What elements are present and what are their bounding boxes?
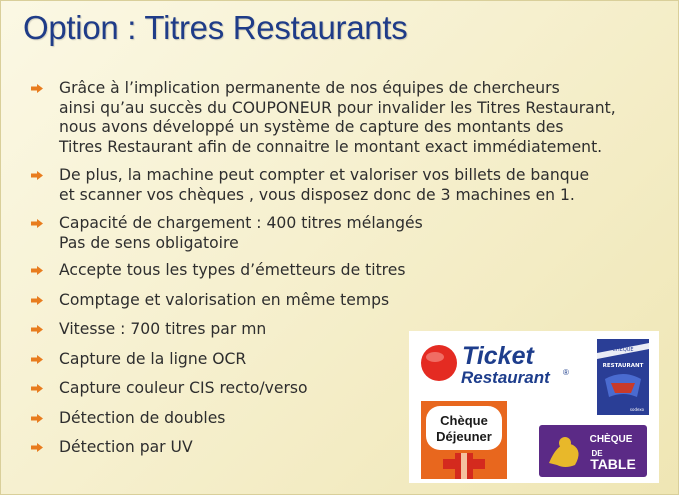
bullet-line: Détection de doubles	[59, 408, 226, 427]
cheque-dejeuner-logo	[421, 401, 507, 479]
bullet-line: ainsi qu’au succès du COUPONEUR pour invalider les Titres Restaurant,	[59, 98, 616, 117]
orange-arrow-icon	[31, 219, 43, 228]
cheque-dejeuner-word2: Déjeuner	[436, 429, 492, 444]
logo-panel	[409, 331, 659, 483]
bullet-line: Grâce à l’implication permanente de nos équipes de chercheurs	[59, 79, 560, 97]
orange-arrow-icon	[31, 296, 43, 305]
bullet-item	[29, 79, 669, 157]
orange-arrow-icon	[31, 171, 43, 180]
bullet-item	[29, 214, 669, 253]
cheque-dejeuner-word1: Chèque	[440, 413, 488, 428]
cheque-de-table-word3: TABLE	[590, 456, 636, 472]
registered-mark: ®	[563, 368, 569, 377]
cheque-de-table-logo	[539, 425, 647, 477]
restaurant-word: Restaurant	[461, 368, 550, 387]
orange-arrow-icon	[31, 414, 43, 423]
orange-arrow-icon	[31, 266, 43, 275]
bullet-line: Titres Restaurant afin de connaitre le montant exact immédiatement.	[59, 137, 603, 156]
bullet-item	[29, 291, 669, 311]
orange-arrow-icon	[31, 443, 43, 452]
bullet-line: nous avons développé un système de capture des montants des	[59, 118, 564, 136]
orange-arrow-icon	[31, 355, 43, 364]
bullet-line: Capture couleur CIS recto/verso	[59, 379, 308, 397]
bullet-line: et scanner vos chèques , vous disposez donc de 3 machines en 1.	[59, 185, 575, 204]
bullet-item	[29, 261, 669, 281]
bullet-line: Détection par UV	[59, 438, 193, 456]
sodexo-text: sodexo	[629, 407, 645, 412]
bullet-line: Comptage et valorisation en même temps	[59, 290, 390, 309]
bullet-line: Accepte tous les types d’émetteurs de titres	[59, 261, 406, 279]
bullet-line: De plus, la machine peut compter et valoriser vos billets de banque	[59, 166, 590, 184]
orange-arrow-icon	[31, 84, 43, 93]
cheque-de-table-word2: DE	[591, 449, 603, 458]
orange-arrow-icon	[31, 384, 43, 393]
cheque-restaurant-logo	[597, 339, 649, 415]
slide-title: Option : Titres Restaurants	[23, 9, 408, 46]
bullet-line: Vitesse : 700 titres par mn	[59, 320, 267, 338]
orange-arrow-icon	[31, 325, 43, 334]
bullet-line: Capture de la ligne OCR	[59, 349, 247, 368]
bullet-line: Pas de sens obligatoire	[59, 233, 239, 252]
cheque-de-table-word1: CHÈQUE	[589, 434, 633, 445]
ticket-restaurant-logo	[415, 337, 585, 389]
ticket-word: Ticket	[462, 342, 534, 370]
bullet-line: Capacité de chargement : 400 titres mélangés	[59, 214, 423, 232]
cheque-restaurant-word1: CHÈQUE	[612, 347, 634, 353]
bullet-item	[29, 166, 669, 205]
cheque-restaurant-word2: RESTAURANT	[602, 363, 644, 369]
